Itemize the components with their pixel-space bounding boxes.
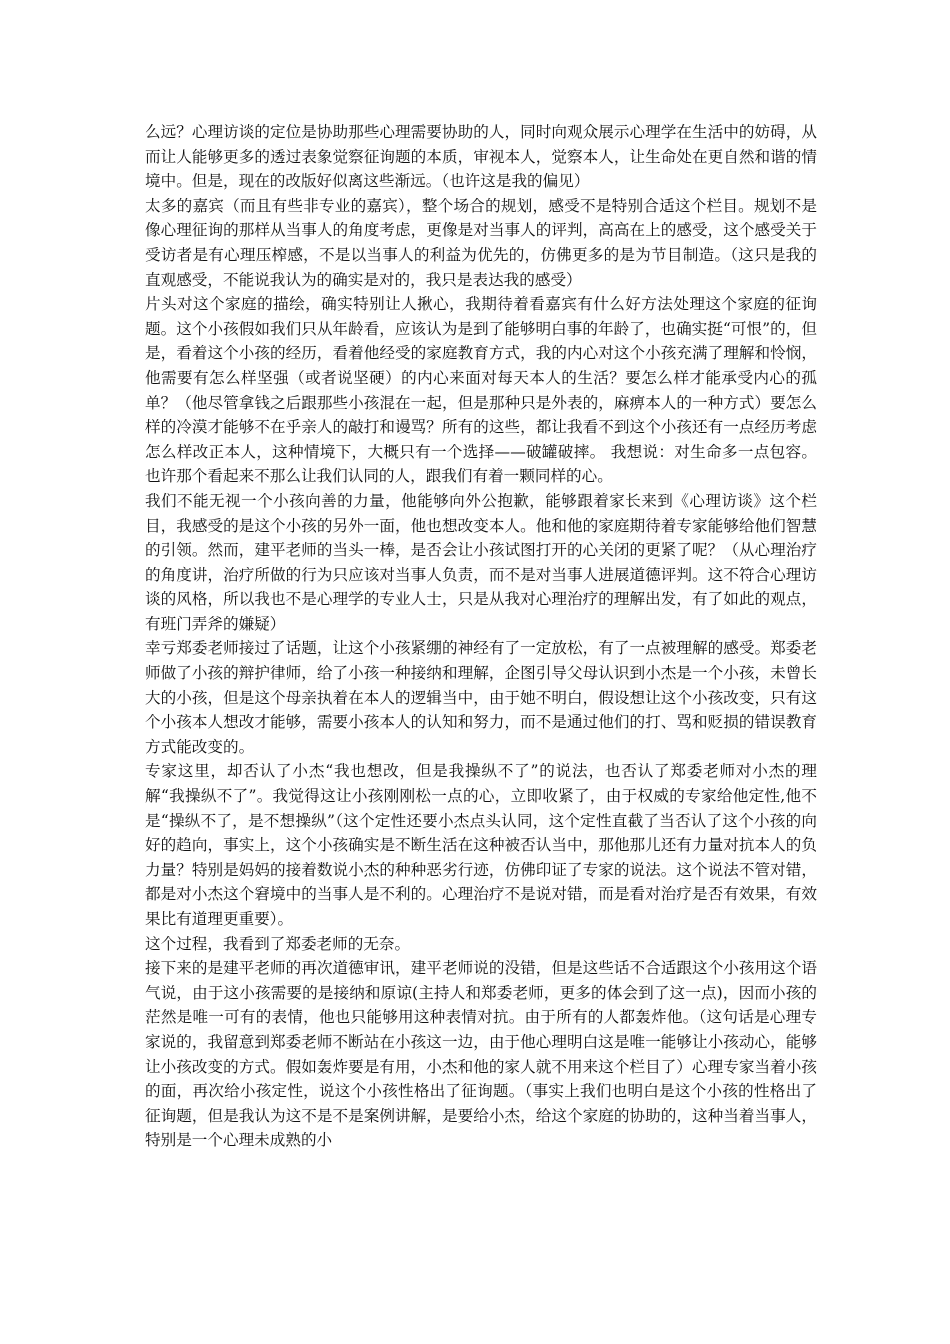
paragraph: 太多的嘉宾（而且有些非专业的嘉宾），整个场合的规划，感受不是特别合适这个栏目。规划不是像心理征询的那样从当事人的角度考虑，更像是对当事人的评判，高高在上的感受，这个感受关于受访者是有心理压榨感，不是以当事人的利益为优先的，仿佛更多的是为节目制造。（这只是我的直观感受，不能说我认为的确实是对的，我只是表达我的感受） <box>145 196 817 289</box>
paragraph: 么远？心理访谈的定位是协助那些心理需要协助的人，同时向观众展示心理学在生活中的妨碍，从而让人能够更多的透过表象觉察征询题的本质，审视本人，觉察本人，让生命处在更自然和谐的情境中。但是，现在的改版好似离这些渐远。（也许这是我的偏见） <box>145 123 817 191</box>
paragraph: 我们不能无视一个小孩向善的力量，他能够向外公抱歉，能够跟着家长来到《心理访谈》这个栏目，我感受的是这个小孩的另外一面，他也想改变本人。他和他的家庭期待着专家能够给他们智慧的引领。然而，建平老师的当头一棒，是否会让小孩试图打开的心关闭的更紧了呢？（从心理治疗的角度讲，治疗所做的行为只应该对当事人负责，而不是对当事人进展道德评判。这不符合心理访谈的风格，所以我也不是心理学的专业人士，只是从我对心理治疗的理解出发，有了如此的观点，有班门弄斧的嫌疑） <box>145 491 817 633</box>
document-body <box>145 120 817 1153</box>
paragraph: 幸亏郑委老师接过了话题，让这个小孩紧绷的神经有了一定放松，有了一点被理解的感受。郑委老师做了小孩的辩护律师，给了小孩一种接纳和理解，企图引导父母认识到小杰是一个小孩，未曾长大的小孩，但是这个母亲执着在本人的逻辑当中，由于她不明白，假设想让这个小孩改变，只有这个小孩本人想改才能够，需要小孩本人的认知和努力，而不是通过他们的打、骂和贬损的错误教育方式能改变的。 <box>145 639 817 756</box>
paragraph: 接下来的是建平老师的再次道德审讯，建平老师说的没错，但是这些话不合适跟这个小孩用这个语气说，由于这小孩需要的是接纳和原谅(主持人和郑委老师，更多的体会到了这一点)，因而小孩的茫然是唯一可有的表情，他也只能够用这种表情对抗。由于所有的人都轰炸他。（这句话是心理专家说的，我留意到郑委老师不断站在小孩这一边，由于他心理明白这是唯一能够让小孩动心，能够让小孩改变的方式。假如轰炸要是有用，小杰和他的家人就不用来这个栏目了）心理专家当着小孩的面，再次给小孩定性，说这个小孩性格出了征询题。（事实上我们也明白是这个小孩的性格出了征询题，但是我认为这不是不是案例讲解，是要给小杰，给这个家庭的协助的，这种当着当事人，特别是一个心理未成熟的小 <box>145 959 817 1150</box>
paragraph: 这个过程，我看到了郑委老师的无奈。 <box>145 934 411 953</box>
paragraph: 片头对这个家庭的描绘，确实特别让人揪心，我期待着看嘉宾有什么好方法处理这个家庭的征询题。这个小孩假如我们只从年龄看，应该认为是到了能够明白事的年龄了，也确实挺“可恨”的，但是，看着这个小孩的经历，看着他经受的家庭教育方式，我的内心对这个小孩充满了理解和怜悯，他需要有怎么样坚强（或者说坚硬）的内心来面对每天本人的生活？要怎么样才能承受内心的孤单？（他尽管拿钱之后跟那些小孩混在一起，但是那种只是外表的，麻痹本人的一种方式）要怎么样的冷漠才能够不在乎亲人的敲打和谩骂？所有的这些，都让我看不到这个小孩还有一点经历考虑怎么样改正本人，这种情境下，大概只有一个选择——破罐破摔。 我想说：对生命多一点包容。也许那个看起来不那么让我们认同的人，跟我们有着一颗同样的心。 <box>145 295 817 486</box>
paragraph: 专家这里，却否认了小杰“我也想改，但是我操纵不了”的说法，也否认了郑委老师对小杰的理解“我操纵不了”。我觉得这让小孩刚刚松一点的心，立即收紧了，由于权威的专家给他定性,他不是“操纵不了，是不想操纵”（这个定性还要小杰点头认同，这个定性直截了当否认了这个小孩的向好的趋向，事实上，这个小孩确实是不断生活在这种被否认当中，那他那儿还有力量对抗本人的负力量？特别是妈妈的接着数说小杰的种种恶劣行迹，仿佛印证了专家的说法。这个说法不管对错，都是对小杰这个窘境中的当事人是不利的。心理治疗不是说对错，而是看对治疗是否有效果，有效果比有道理更重要）。 <box>145 762 817 928</box>
